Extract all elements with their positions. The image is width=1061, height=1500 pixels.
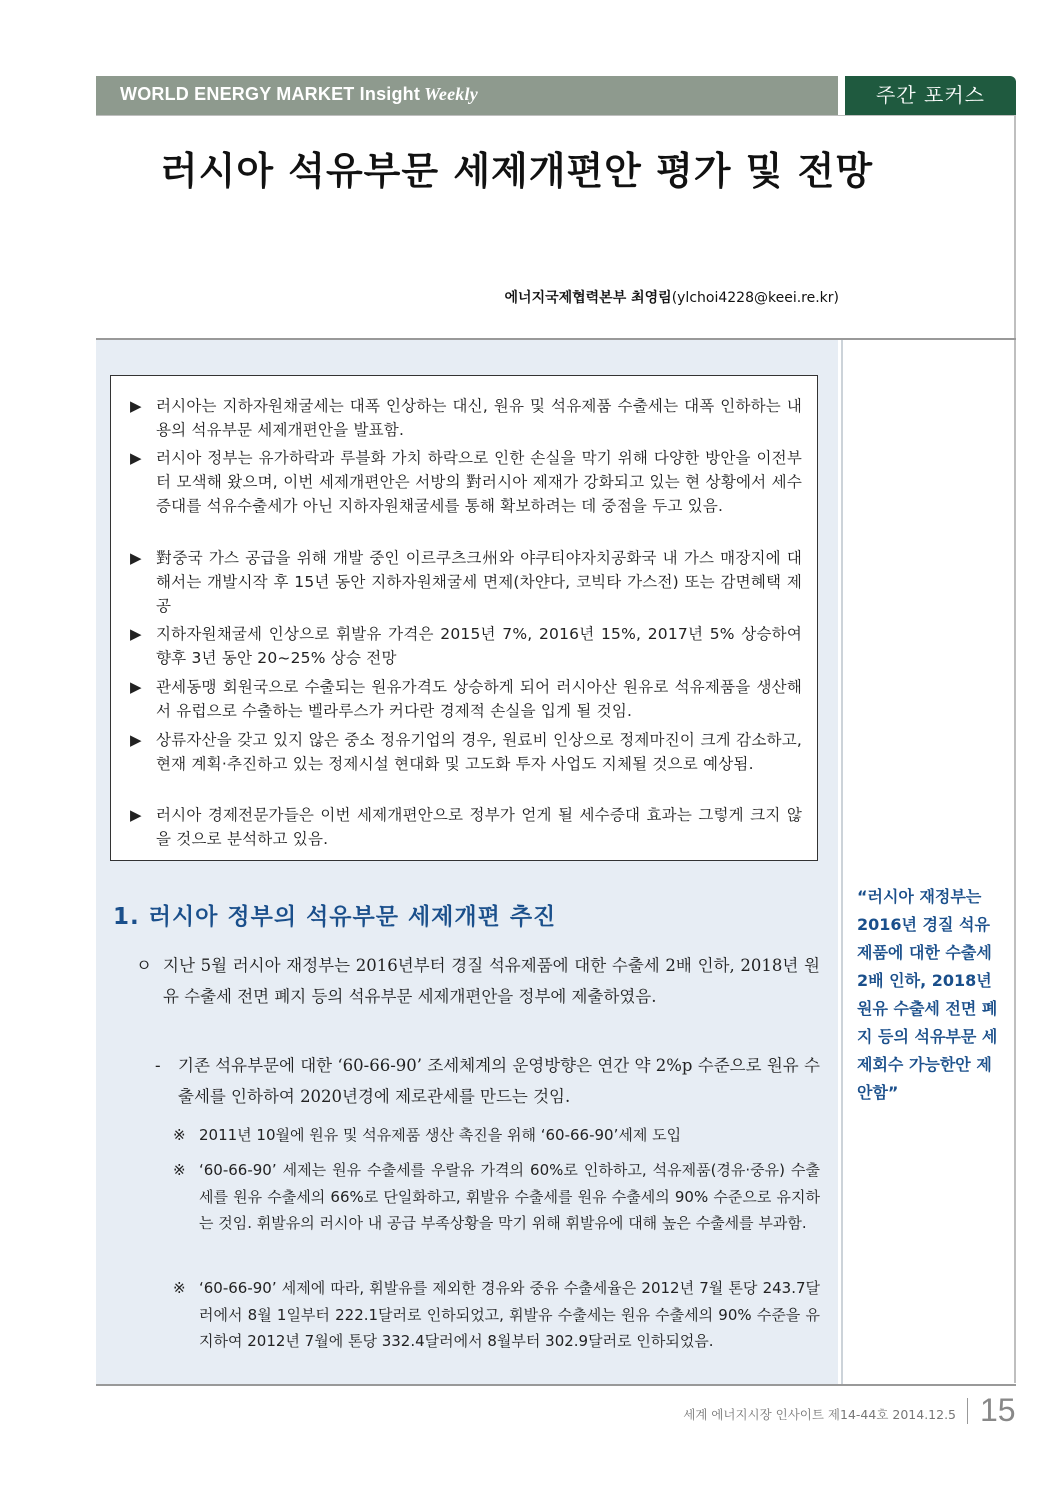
author-org: 에너지국제협력본부 최영림 bbox=[504, 290, 672, 306]
summary-item: ▶ 상류자산을 갖고 있지 않은 중소 정유기업의 경우, 원료비 인상으로 정제마진이 크게 감소하고, 현재 계획·추진하고 있는 정제시설 현대화 및 고도화 투자 사업도 지체될 것으로 예상됨. bbox=[130, 728, 802, 776]
page-number: 15 bbox=[980, 1392, 1016, 1428]
section-tag: 주간 포커스 bbox=[845, 76, 1016, 115]
summary-item: ▶ 지하자원채굴세 인상으로 휘발유 가격은 2015년 7%, 2016년 15%, 2017년 5% 상승하여 향후 3년 동안 20~25% 상승 전망 bbox=[130, 622, 802, 670]
author-email: (ylchoi4228@keei.re.kr) bbox=[671, 290, 839, 306]
divider bbox=[96, 1384, 1016, 1386]
divider bbox=[967, 1398, 968, 1424]
summary-item: ▶ 러시아 경제전문가들은 이번 세제개편안으로 정부가 얻게 될 세수증대 효과는 그렇게 크지 않을 것으로 분석하고 있음. bbox=[130, 803, 802, 851]
brand-name: WORLD ENERGY MARKET Insight bbox=[120, 84, 421, 104]
section-heading: 1. 러시아 정부의 석유부문 세제개편 추진 bbox=[113, 904, 557, 930]
body-subparagraph: - 기존 석유부문에 대한 ‘60-66-90’ 조세체계의 운영방향은 연간 약 2%p 수준으로 원유 수출세를 인하하여 2020년경에 제로관세를 만드는 것임. bbox=[155, 1050, 820, 1112]
triangle-right-icon: ▶ bbox=[130, 449, 142, 467]
footnote: ※ 2011년 10월에 원유 및 석유제품 생산 촉진을 위해 ‘60-66-90’세제 도입 bbox=[173, 1122, 820, 1149]
note-marker: ※ bbox=[173, 1161, 186, 1179]
article-title: 러시아 석유부문 세제개편안 평가 및 전망 bbox=[160, 149, 874, 193]
footer-publication: 세계 에너지시장 인사이트 제14-44호 2014.12.5 bbox=[683, 1407, 956, 1422]
divider bbox=[841, 340, 843, 1385]
note-marker: ※ bbox=[173, 1126, 186, 1144]
triangle-right-icon: ▶ bbox=[130, 397, 142, 415]
triangle-right-icon: ▶ bbox=[130, 731, 142, 749]
summary-item: ▶ 러시아 정부는 유가하락과 루블화 가치 하락으로 인한 손실을 막기 위해 다양한 방안을 이전부터 모색해 왔으며, 이번 세제개편안은 서방의 對러시아 제재가 강화되고 있는 현 상황에서 세수 증대를 석유수출세가 아닌 지하자원채굴세를 통해 확보하려는 데 중점을 두고 있음. bbox=[130, 446, 802, 518]
brand-suffix: Weekly bbox=[424, 84, 478, 104]
author-line bbox=[505, 287, 839, 307]
divider bbox=[1014, 115, 1016, 1383]
summary-item: ▶ 관세동맹 회원국으로 수출되는 원유가격도 상승하게 되어 러시아산 원유로 석유제품을 생산해서 유럽으로 수출하는 벨라루스가 커다란 경제적 손실을 입게 될 것임. bbox=[130, 675, 802, 723]
body-paragraph: ㅇ 지난 5월 러시아 재정부는 2016년부터 경질 석유제품에 대한 수출세 2배 인하, 2018년 원유 수출세 전면 폐지 등의 석유부문 세제개편안을 정부에 제출하였음. bbox=[136, 950, 820, 1012]
triangle-right-icon: ▶ bbox=[130, 549, 142, 567]
dash-marker: - bbox=[155, 1056, 161, 1075]
summary-item: ▶ 러시아는 지하자원채굴세는 대폭 인상하는 대신, 원유 및 석유제품 수출세는 대폭 인하하는 내용의 석유부문 세제개편안을 발표함. bbox=[130, 394, 802, 442]
triangle-right-icon: ▶ bbox=[130, 678, 142, 696]
triangle-right-icon: ▶ bbox=[130, 625, 142, 643]
publication-brand bbox=[120, 84, 478, 105]
summary-item: ▶ 對중국 가스 공급을 위해 개발 중인 이르쿠츠크州와 야쿠티야자치공화국 내 가스 매장지에 대해서는 개발시작 후 15년 동안 지하자원채굴세 면제(차얀다, 코빅타 가스전) 또는 감면혜택 제공 bbox=[130, 546, 802, 618]
paragraph-marker: ㅇ bbox=[136, 956, 152, 975]
footnote: ※ ‘60-66-90’ 세제에 따라, 휘발유를 제외한 경유와 중유 수출세율은 2012년 7월 톤당 243.7달러에서 8월 1일부터 222.1달러로 인하되었고, 휘발유 수출세는 원유 수출세의 90% 수준을 유지하여 2012년 7월에 톤당 332.4달러에서 8월부터 302.9달러로 인하되었음. bbox=[173, 1275, 820, 1355]
sidebar-pull-quote: “러시아 재정부는 2016년 경질 석유제품에 대한 수출세 2배 인하, 2018년 원유 수출세 전면 폐지 등의 석유부문 세제회수 가능한안 제안함” bbox=[857, 887, 998, 1102]
note-marker: ※ bbox=[173, 1279, 186, 1297]
footnote: ※ ‘60-66-90’ 세제는 원유 수출세를 우랄유 가격의 60%로 인하하고, 석유제품(경유·중유) 수출세를 원유 수출세의 66%로 단일화하고, 휘발유 수출세를 원유 수출세의 90% 수준으로 유지하는 것임. 휘발유의 러시아 내 공급 부족상황을 막기 위해 휘발유에 대해 높은 수출세를 부과함. bbox=[173, 1157, 820, 1237]
triangle-right-icon: ▶ bbox=[130, 806, 142, 824]
divider bbox=[96, 115, 1016, 116]
